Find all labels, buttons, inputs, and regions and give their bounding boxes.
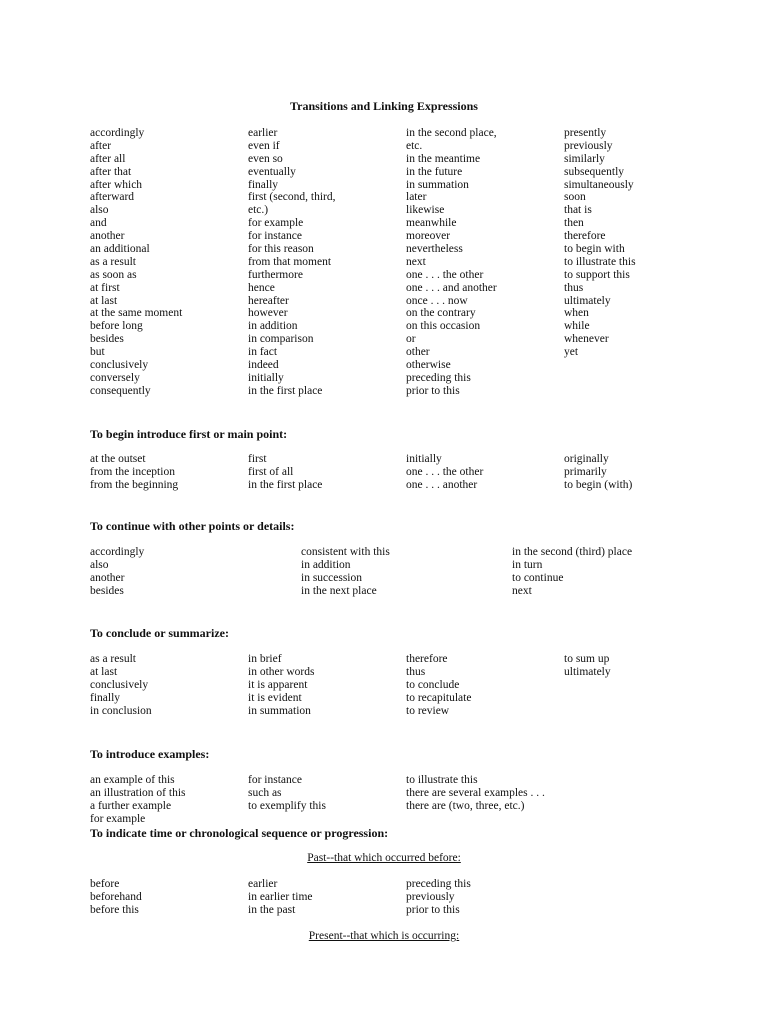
word-item: also <box>90 558 109 571</box>
word-item: simultaneously <box>564 178 634 191</box>
word-item: a further example <box>90 799 172 812</box>
word-column <box>406 774 545 813</box>
word-item: preceding this <box>406 878 471 890</box>
section-heading-begin: To begin introduce first or main point: <box>90 427 288 441</box>
word-column <box>406 653 471 717</box>
word-item: in brief <box>248 653 282 665</box>
word-item: prior to this <box>406 384 460 397</box>
word-item: at last <box>90 665 118 678</box>
word-item: as a result <box>90 653 136 665</box>
word-item: other <box>406 346 430 359</box>
word-item: before <box>90 878 120 890</box>
word-item: after <box>90 139 112 152</box>
word-item: afterward <box>90 191 135 204</box>
word-column <box>248 453 322 492</box>
word-item: in succession <box>301 571 363 584</box>
word-item: after that <box>90 165 132 178</box>
word-item: one . . . and another <box>406 281 497 294</box>
word-item: one . . . the other <box>406 465 484 478</box>
word-item: an example of this <box>90 774 175 786</box>
word-column <box>90 127 182 398</box>
word-item: from the inception <box>90 465 175 478</box>
word-item: in the first place <box>248 384 323 397</box>
word-item: to conclude <box>406 678 460 691</box>
word-item: besides <box>90 333 124 346</box>
word-item: accordingly <box>90 546 145 558</box>
word-item: that is <box>564 204 592 217</box>
word-item: however <box>248 307 288 320</box>
word-item: on the contrary <box>406 307 476 320</box>
word-item: to sum up <box>564 653 610 665</box>
word-item: in addition <box>301 558 351 571</box>
word-column <box>248 653 314 717</box>
word-item: in the future <box>406 165 463 178</box>
word-item: to recapitulate <box>406 691 472 704</box>
word-item: before this <box>90 903 139 916</box>
word-column <box>90 774 186 826</box>
word-item: at the same moment <box>90 307 183 320</box>
word-column <box>248 774 326 813</box>
word-item: subsequently <box>564 165 625 178</box>
word-item: an illustration of this <box>90 786 186 799</box>
word-column <box>406 878 471 917</box>
word-item: in summation <box>248 704 311 717</box>
word-item: and <box>90 217 107 230</box>
word-item: to begin with <box>564 243 625 256</box>
word-item: to review <box>406 704 450 717</box>
word-item: previously <box>564 139 613 152</box>
word-item: next <box>406 255 426 268</box>
word-item: otherwise <box>406 359 451 372</box>
word-item: consistent with this <box>301 546 390 558</box>
word-item: hereafter <box>248 294 289 307</box>
word-item: eventually <box>248 165 296 178</box>
word-item: prior to this <box>406 903 460 916</box>
word-item: it is evident <box>248 691 302 704</box>
word-item: finally <box>248 178 279 191</box>
word-item: ultimately <box>564 294 611 307</box>
word-item: indeed <box>248 359 279 372</box>
word-column <box>90 878 142 917</box>
word-item: conclusively <box>90 678 149 691</box>
word-column <box>301 546 390 598</box>
word-column <box>90 546 144 598</box>
word-item: such as <box>248 786 282 799</box>
word-item: conclusively <box>90 359 149 372</box>
word-item: in conclusion <box>90 704 152 717</box>
word-item: once . . . now <box>406 294 468 307</box>
word-column <box>512 546 632 598</box>
word-item: after all <box>90 152 126 165</box>
word-item: it is apparent <box>248 678 308 691</box>
word-column <box>564 653 611 679</box>
word-column <box>406 127 497 398</box>
word-item: conversely <box>90 371 140 384</box>
word-item: in the second (third) place <box>512 546 633 558</box>
section-heading-examples: To introduce examples: <box>90 747 210 761</box>
word-item: there are several examples . . . <box>406 786 545 799</box>
word-item: in turn <box>512 558 543 571</box>
word-item: first (second, third, <box>248 191 336 204</box>
word-item: to support this <box>564 268 630 281</box>
word-item: in earlier time <box>248 890 313 903</box>
word-item: previously <box>406 890 455 903</box>
word-item: preceding this <box>406 371 471 384</box>
word-item: for example <box>248 217 304 230</box>
word-item: on this occasion <box>406 320 481 333</box>
word-item: at the outset <box>90 453 146 465</box>
word-item: in the next place <box>301 584 377 597</box>
section-heading-continue: To continue with other points or details: <box>90 519 295 533</box>
word-item: hence <box>248 281 275 294</box>
word-item: soon <box>564 191 586 204</box>
word-column <box>90 653 152 717</box>
word-item: to illustrate this <box>564 255 636 268</box>
word-item: in other words <box>248 665 315 678</box>
word-column <box>564 127 636 359</box>
word-item: moreover <box>406 230 451 243</box>
word-item: presently <box>564 127 607 139</box>
word-item: meanwhile <box>406 217 457 230</box>
word-item: to exemplify this <box>248 799 326 812</box>
word-item: likewise <box>406 204 445 217</box>
word-item: when <box>564 307 589 320</box>
word-item: also <box>90 204 109 217</box>
word-item: initially <box>248 371 284 384</box>
word-item: from that moment <box>248 255 332 268</box>
word-item: accordingly <box>90 127 145 139</box>
word-item: consequently <box>90 384 151 397</box>
word-item: originally <box>564 453 609 465</box>
word-item: ultimately <box>564 665 611 678</box>
word-item: etc. <box>406 139 423 152</box>
word-item: while <box>564 320 590 333</box>
word-item: therefore <box>406 653 448 665</box>
word-item: for example <box>90 812 146 825</box>
word-item: in comparison <box>248 333 314 346</box>
word-item: beforehand <box>90 890 142 903</box>
word-item: even so <box>248 152 283 165</box>
word-item: another <box>90 230 125 243</box>
word-item: besides <box>90 584 124 597</box>
past-subheading: Past--that which occurred before: <box>307 852 461 864</box>
word-item: to begin (with) <box>564 478 633 491</box>
word-item: nevertheless <box>406 243 463 256</box>
word-item: to illustrate this <box>406 774 478 786</box>
word-column <box>406 453 483 492</box>
word-item: thus <box>406 665 426 678</box>
word-item: in the second place, <box>406 127 497 139</box>
word-item: etc.) <box>248 204 269 217</box>
word-item: even if <box>248 139 280 152</box>
word-item: an additional <box>90 243 150 256</box>
word-column <box>90 453 178 492</box>
word-item: in the meantime <box>406 152 481 165</box>
word-item: therefore <box>564 230 606 243</box>
word-item: earlier <box>248 878 278 890</box>
word-item: at first <box>90 281 120 294</box>
word-item: then <box>564 217 584 230</box>
word-item: one . . . another <box>406 478 478 491</box>
word-item: thus <box>564 281 584 294</box>
word-item: next <box>512 584 532 597</box>
word-item: after which <box>90 178 143 191</box>
word-item: whenever <box>564 333 609 346</box>
word-item: or <box>406 333 416 346</box>
word-item: for this reason <box>248 243 314 256</box>
word-item: first of all <box>248 465 294 478</box>
word-item: one . . . the other <box>406 268 484 281</box>
word-item: primarily <box>564 465 607 478</box>
document-title: Transitions and Linking Expressions <box>290 99 478 113</box>
word-item: there are (two, three, etc.) <box>406 799 525 812</box>
section-heading-conclude: To conclude or summarize: <box>90 626 229 640</box>
word-item: furthermore <box>248 268 303 281</box>
present-subheading: Present--that which is occurring: <box>308 930 460 942</box>
word-item: in the past <box>248 903 296 916</box>
word-item: as a result <box>90 255 136 268</box>
word-item: first <box>248 453 267 465</box>
word-item: at last <box>90 294 118 307</box>
word-item: in fact <box>248 346 278 359</box>
word-item: in the first place <box>248 478 323 491</box>
word-item: but <box>90 346 105 359</box>
section-heading-time: To indicate time or chronological sequence or progression: <box>90 826 389 840</box>
word-item: from the beginning <box>90 478 179 491</box>
word-item: later <box>406 191 427 204</box>
word-item: in addition <box>248 320 298 333</box>
word-column <box>564 453 632 492</box>
word-item: before long <box>90 320 143 333</box>
word-item: in summation <box>406 178 469 191</box>
word-item: for instance <box>248 774 302 786</box>
word-item: as soon as <box>90 268 137 281</box>
word-column <box>248 127 336 398</box>
word-item: similarly <box>564 152 605 165</box>
word-item: earlier <box>248 127 278 139</box>
word-item: initially <box>406 453 442 465</box>
word-item: yet <box>564 346 579 359</box>
word-column <box>248 878 313 917</box>
word-item: finally <box>90 691 121 704</box>
word-item: to continue <box>512 571 564 584</box>
word-item: for instance <box>248 230 302 243</box>
word-item: another <box>90 571 125 584</box>
